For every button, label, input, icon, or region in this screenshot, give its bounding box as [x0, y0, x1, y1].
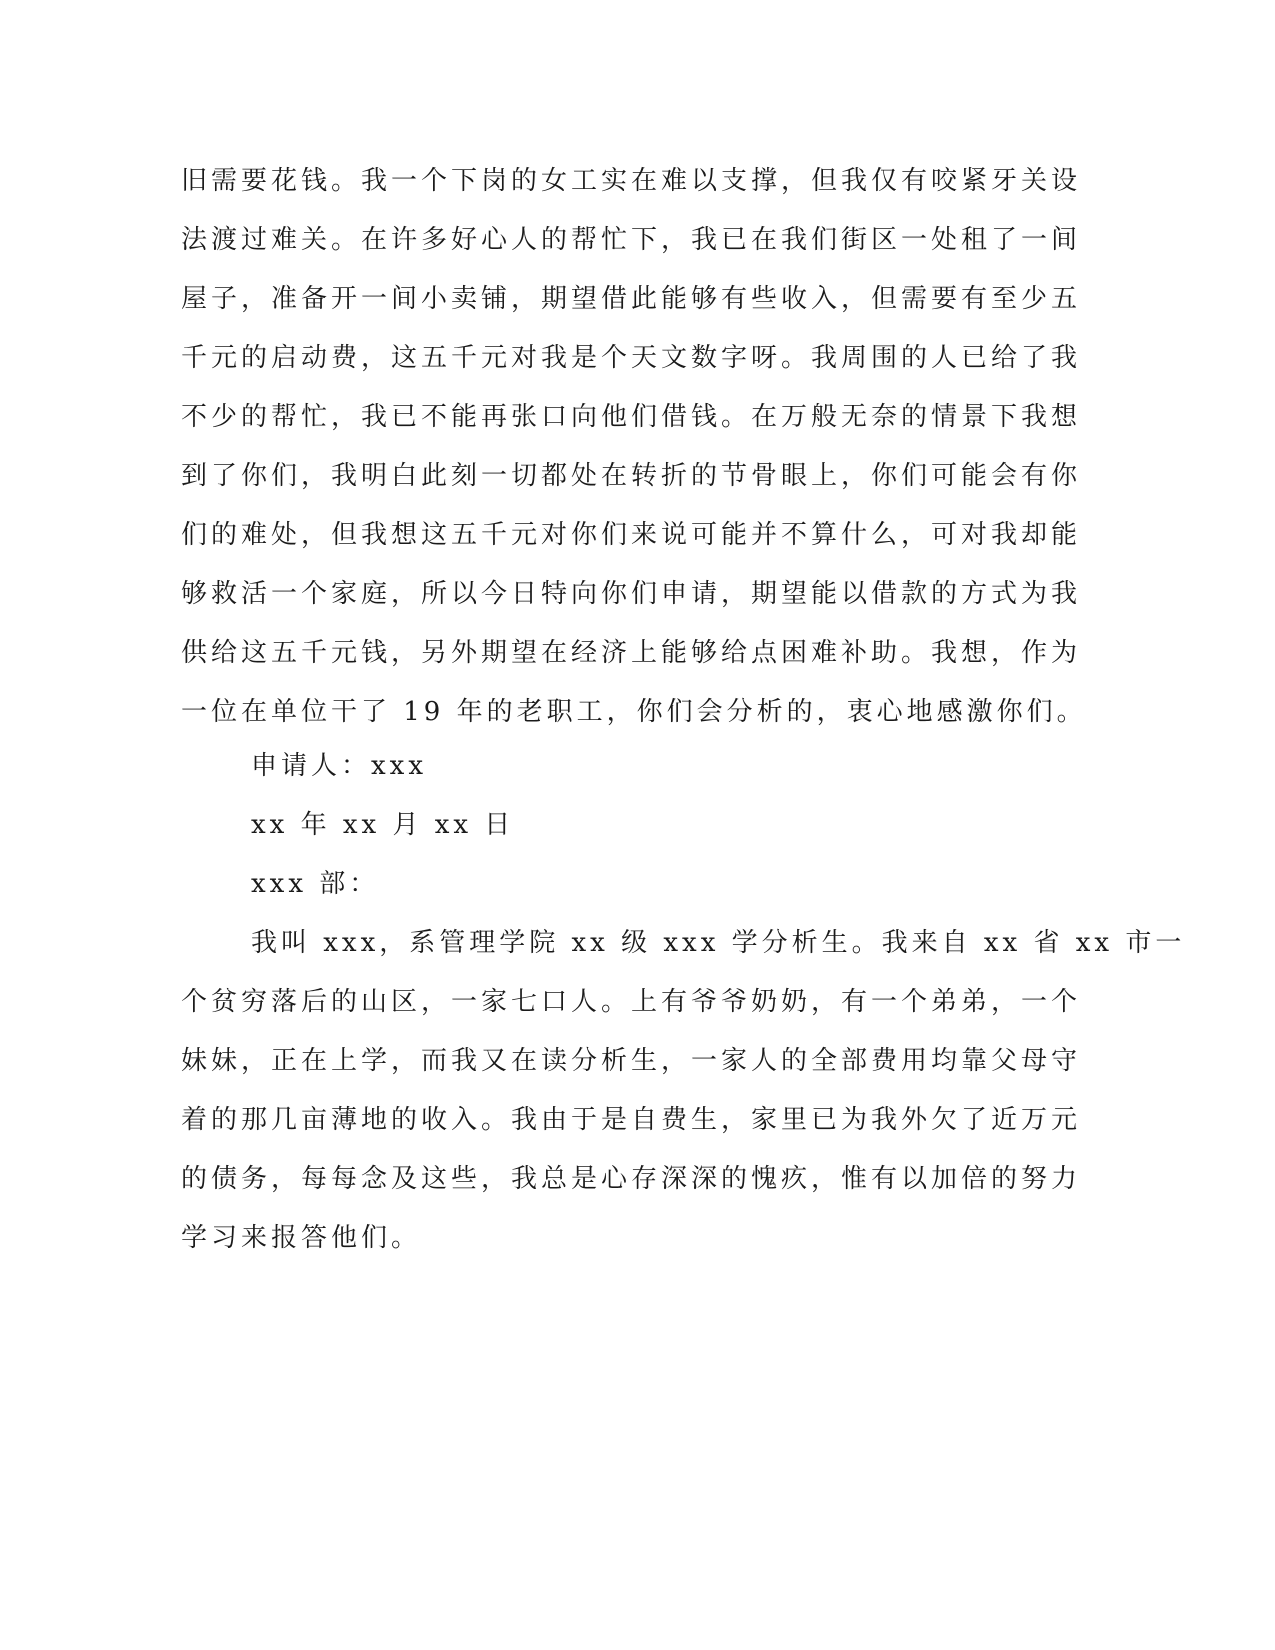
text-line: 们的难处，但我想这五千元对你们来说可能并不算什么，可对我却能 — [181, 520, 1082, 550]
text-line: 旧需要花钱。我一个下岗的女工实在难以支撑，但我仅有咬紧牙关设 — [181, 166, 1082, 196]
paragraph-2 — [181, 914, 1186, 1268]
text-line: 一位在单位干了 19 年的老职工，你们会分析的，衷心地感激你们。 — [181, 697, 1087, 727]
text-line: 够救活一个家庭，所以今日特向你们申请，期望能以借款的方式为我 — [181, 579, 1082, 609]
text-line: 屋子，准备开一间小卖铺，期望借此能够有些收入，但需要有至少五 — [181, 284, 1082, 314]
text-line: 的债务，每每念及这些，我总是心存深深的愧疚，惟有以加倍的努力 — [181, 1164, 1082, 1194]
text-line: 学习来报答他们。 — [181, 1223, 422, 1253]
signature-date: xx 年 xx 月 xx 日 — [251, 810, 515, 840]
text-line: 个贫穷落后的山区，一家七口人。上有爷爷奶奶，有一个弟弟，一个 — [181, 987, 1082, 1017]
salutation: xxx 部： — [251, 869, 380, 899]
text-line: 妹妹，正在上学，而我又在读分析生，一家人的全部费用均靠父母守 — [181, 1046, 1082, 1076]
applicant-signature: 申请人：xxx — [251, 751, 427, 781]
text-line: 法渡过难关。在许多好心人的帮忙下，我已在我们街区一处租了一间 — [181, 225, 1082, 255]
text-line: 千元的启动费，这五千元对我是个天文数字呀。我周围的人已给了我 — [181, 343, 1082, 373]
paragraph-1 — [181, 152, 1087, 742]
text-line: 供给这五千元钱，另外期望在经济上能够给点困难补助。我想，作为 — [181, 638, 1082, 668]
text-line: 着的那几亩薄地的收入。我由于是自费生，家里已为我外欠了近万元 — [181, 1105, 1082, 1135]
text-line: 不少的帮忙，我已不能再张口向他们借钱。在万般无奈的情景下我想 — [181, 402, 1082, 432]
text-line: 我叫 xxx，系管理学院 xx 级 xxx 学分析生。我来自 xx 省 xx 市一 — [251, 928, 1186, 958]
text-line: 到了你们，我明白此刻一切都处在转折的节骨眼上，你们可能会有你 — [181, 461, 1082, 491]
signature-and-letter — [181, 737, 1186, 1268]
